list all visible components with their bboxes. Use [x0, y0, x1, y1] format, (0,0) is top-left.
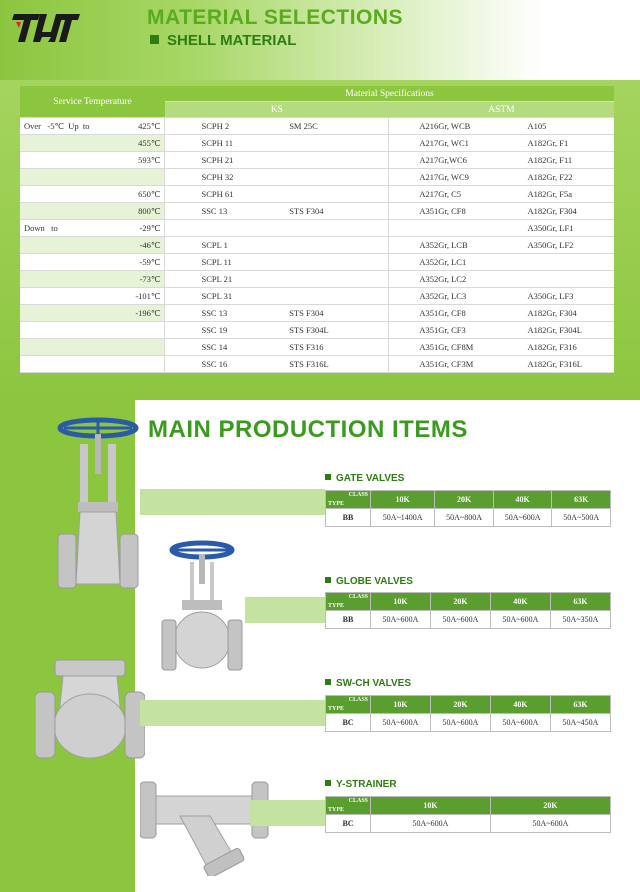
type-cell: BB	[326, 611, 371, 629]
temperature-cell	[20, 356, 165, 373]
class-header: 20K	[435, 491, 494, 509]
astm-cell: A217Gr, WC1	[389, 135, 522, 152]
size-range-cell: 50A~800A	[435, 509, 494, 527]
y-strainer-title	[325, 779, 397, 790]
material-row	[20, 356, 614, 373]
astm-cell: A352Gr, LC2	[389, 271, 522, 288]
main-production-title: MAIN PRODUCTION ITEMS	[148, 416, 468, 443]
size-range-cell: 50A~600A	[491, 815, 611, 833]
material-row	[20, 186, 614, 203]
astm-cell: A350Gr, LF1	[521, 220, 614, 237]
astm-cell: A351Gr, CF3	[389, 322, 522, 339]
type-cell: BC	[326, 815, 371, 833]
class-type-corner	[326, 491, 371, 509]
size-range-cell: 50A~350A	[551, 611, 611, 629]
gate-valve-image	[50, 414, 140, 594]
ks-cell	[283, 254, 389, 271]
size-range-cell: 50A~1400A	[371, 509, 435, 527]
ks-cell: SSC 13	[165, 305, 283, 322]
material-row	[20, 152, 614, 169]
temperature-prefix: Over -5℃ Up to	[24, 120, 90, 131]
class-type-corner	[326, 696, 371, 714]
swch-band	[140, 700, 325, 726]
astm-cell: A182Gr, F1	[521, 135, 614, 152]
ks-cell	[283, 169, 389, 186]
material-row	[20, 288, 614, 305]
material-row	[20, 305, 614, 322]
class-label: CLASS	[348, 492, 368, 498]
type-label: TYPE	[328, 807, 345, 813]
temperature-cell	[20, 203, 165, 220]
temperature-value: 800℃	[138, 205, 161, 216]
material-row	[20, 322, 614, 339]
temperature-cell	[20, 186, 165, 203]
astm-cell: A217Gr, C5	[389, 186, 522, 203]
table-header-row	[326, 593, 611, 611]
type-label: TYPE	[328, 706, 345, 712]
ks-cell: STS F304L	[283, 322, 389, 339]
table-header-row	[326, 696, 611, 714]
astm-header: ASTM	[389, 102, 614, 118]
astm-cell: A350Gr, LF3	[521, 288, 614, 305]
service-temperature-header: Service Temperature	[20, 86, 165, 118]
class-header: 63K	[552, 491, 611, 509]
square-bullet-icon	[150, 35, 159, 44]
astm-cell: A182Gr, F304L	[521, 322, 614, 339]
gate-valves-table	[325, 490, 611, 527]
material-table-body	[20, 118, 614, 373]
temperature-value: 593℃	[138, 154, 161, 165]
astm-cell: A216Gr, WCB	[389, 118, 522, 135]
ks-cell	[283, 135, 389, 152]
ks-cell: SCPL 21	[165, 271, 283, 288]
ks-cell: SCPH 2	[165, 118, 283, 135]
class-header: 40K	[491, 696, 551, 714]
astm-cell: A182Gr, F316	[521, 339, 614, 356]
astm-cell: A217Gr,WC6	[389, 152, 522, 169]
temperature-cell	[20, 254, 165, 271]
swing-check-valve-image	[35, 656, 145, 766]
material-row	[20, 254, 614, 271]
astm-cell: A182Gr, F304	[521, 203, 614, 220]
ks-cell	[283, 220, 389, 237]
material-row	[20, 339, 614, 356]
astm-cell: A350Gr, LF2	[521, 237, 614, 254]
gate-band	[140, 489, 325, 515]
temperature-prefix: Down to	[24, 222, 58, 233]
ks-cell: STS F304	[283, 305, 389, 322]
temperature-cell	[20, 288, 165, 305]
ks-cell: SCPH 32	[165, 169, 283, 186]
swch-valves-table	[325, 695, 611, 732]
table-header-row	[326, 491, 611, 509]
globe-valves-table	[325, 592, 611, 629]
ks-cell: SM 25C	[283, 118, 389, 135]
globe-valves-title	[325, 576, 413, 587]
material-row	[20, 118, 614, 135]
table-row	[326, 509, 611, 527]
ks-cell	[283, 271, 389, 288]
table-row	[326, 611, 611, 629]
swch-valves-title	[325, 678, 411, 689]
temperature-cell	[20, 305, 165, 322]
ks-cell: SSC 19	[165, 322, 283, 339]
astm-cell	[389, 220, 522, 237]
ks-cell: STS F316	[283, 339, 389, 356]
ks-cell: STS F316L	[283, 356, 389, 373]
material-row	[20, 169, 614, 186]
page-title: MATERIAL SELECTIONS	[147, 6, 404, 29]
ks-cell: SCPH 11	[165, 135, 283, 152]
table-header-row	[326, 797, 611, 815]
astm-cell	[521, 254, 614, 271]
class-header: 63K	[551, 593, 611, 611]
ks-cell	[283, 186, 389, 203]
material-row	[20, 203, 614, 220]
astm-cell: A352Gr, LCB	[389, 237, 522, 254]
class-label: CLASS	[348, 798, 368, 804]
size-range-cell: 50A~600A	[371, 611, 431, 629]
y-strainer-image	[140, 776, 270, 876]
temperature-value: 455℃	[138, 137, 161, 148]
astm-cell: A351Gr, CF8	[389, 203, 522, 220]
class-label: CLASS	[348, 697, 368, 703]
ystrainer-band	[250, 800, 325, 826]
material-row	[20, 220, 614, 237]
table-row	[326, 815, 611, 833]
astm-cell: A352Gr, LC1	[389, 254, 522, 271]
size-range-cell: 50A~600A	[493, 509, 552, 527]
y-strainer-table	[325, 796, 611, 833]
size-range-cell: 50A~600A	[431, 714, 491, 732]
astm-cell: A182Gr, F5a	[521, 186, 614, 203]
ks-cell: SCPH 61	[165, 186, 283, 203]
ks-cell: SCPL 31	[165, 288, 283, 305]
astm-cell: A105	[521, 118, 614, 135]
astm-cell	[521, 271, 614, 288]
class-header: 40K	[491, 593, 551, 611]
square-bullet-icon	[325, 679, 331, 685]
class-header: 40K	[493, 491, 552, 509]
temperature-value: 425℃	[138, 120, 161, 131]
ks-cell: SSC 16	[165, 356, 283, 373]
temperature-value: -101℃	[135, 290, 161, 301]
temperature-cell	[20, 169, 165, 186]
globe-valves-label: GLOBE VALVES	[336, 576, 413, 587]
temperature-cell	[20, 220, 165, 237]
material-row	[20, 135, 614, 152]
company-logo	[10, 8, 80, 44]
square-bullet-icon	[325, 577, 331, 583]
temperature-value: -59℃	[139, 256, 161, 267]
globe-valve-image	[160, 540, 250, 675]
material-row	[20, 271, 614, 288]
astm-cell: A217Gr, WC9	[389, 169, 522, 186]
temperature-cell	[20, 152, 165, 169]
size-range-cell: 50A~600A	[431, 611, 491, 629]
material-table	[20, 86, 614, 373]
temperature-cell	[20, 118, 165, 135]
type-cell: BB	[326, 509, 371, 527]
swch-valves-label: SW-CH VALVES	[336, 678, 411, 689]
size-range-cell: 50A~600A	[371, 714, 431, 732]
type-cell: BC	[326, 714, 371, 732]
class-header: 10K	[371, 491, 435, 509]
temperature-value: -196℃	[135, 307, 161, 318]
ks-cell	[165, 220, 283, 237]
class-label: CLASS	[348, 594, 368, 600]
temperature-value: -29℃	[139, 222, 161, 233]
temperature-value: 650℃	[138, 188, 161, 199]
temperature-cell	[20, 237, 165, 254]
temperature-cell	[20, 322, 165, 339]
globe-band	[245, 597, 325, 623]
section-subtitle	[150, 32, 296, 49]
square-bullet-icon	[325, 474, 331, 480]
square-bullet-icon	[325, 780, 331, 786]
material-spec-header: Material Specifications	[165, 86, 614, 102]
y-strainer-label: Y-STRAINER	[336, 779, 397, 790]
size-range-cell: 50A~500A	[552, 509, 611, 527]
temperature-cell	[20, 271, 165, 288]
size-range-cell: 50A~600A	[371, 815, 491, 833]
type-label: TYPE	[328, 603, 345, 609]
class-header: 10K	[371, 593, 431, 611]
ks-cell	[283, 152, 389, 169]
size-range-cell: 50A~600A	[491, 714, 551, 732]
class-header: 63K	[551, 696, 611, 714]
type-label: TYPE	[328, 501, 345, 507]
ks-cell: SCPH 21	[165, 152, 283, 169]
gate-valves-title	[325, 473, 404, 484]
ks-header: KS	[165, 102, 389, 118]
class-header: 10K	[371, 797, 491, 815]
gate-valves-label: GATE VALVES	[336, 473, 405, 484]
temperature-value: -73℃	[139, 273, 161, 284]
temperature-cell	[20, 339, 165, 356]
astm-cell: A352Gr, LC3	[389, 288, 522, 305]
astm-cell: A182Gr, F11	[521, 152, 614, 169]
subtitle-text: SHELL MATERIAL	[167, 32, 297, 49]
astm-cell: A351Gr, CF8	[389, 305, 522, 322]
size-range-cell: 50A~600A	[491, 611, 551, 629]
astm-cell: A182Gr, F304	[521, 305, 614, 322]
ks-cell: SSC 14	[165, 339, 283, 356]
material-row	[20, 237, 614, 254]
size-range-cell: 50A~450A	[551, 714, 611, 732]
ks-cell	[283, 288, 389, 305]
ks-cell: SSC 13	[165, 203, 283, 220]
class-header: 20K	[431, 593, 491, 611]
class-header: 10K	[371, 696, 431, 714]
ks-cell	[283, 237, 389, 254]
temperature-value: -46℃	[139, 239, 161, 250]
class-type-corner	[326, 797, 371, 815]
ks-cell: SCPL 1	[165, 237, 283, 254]
class-header: 20K	[431, 696, 491, 714]
class-type-corner	[326, 593, 371, 611]
ks-cell: STS F304	[283, 203, 389, 220]
astm-cell: A351Gr, CF3M	[389, 356, 522, 373]
class-header: 20K	[491, 797, 611, 815]
ks-cell: SCPL 11	[165, 254, 283, 271]
temperature-cell	[20, 135, 165, 152]
astm-cell: A351Gr, CF8M	[389, 339, 522, 356]
table-row	[326, 714, 611, 732]
astm-cell: A182Gr, F316L	[521, 356, 614, 373]
astm-cell: A182Gr, F22	[521, 169, 614, 186]
